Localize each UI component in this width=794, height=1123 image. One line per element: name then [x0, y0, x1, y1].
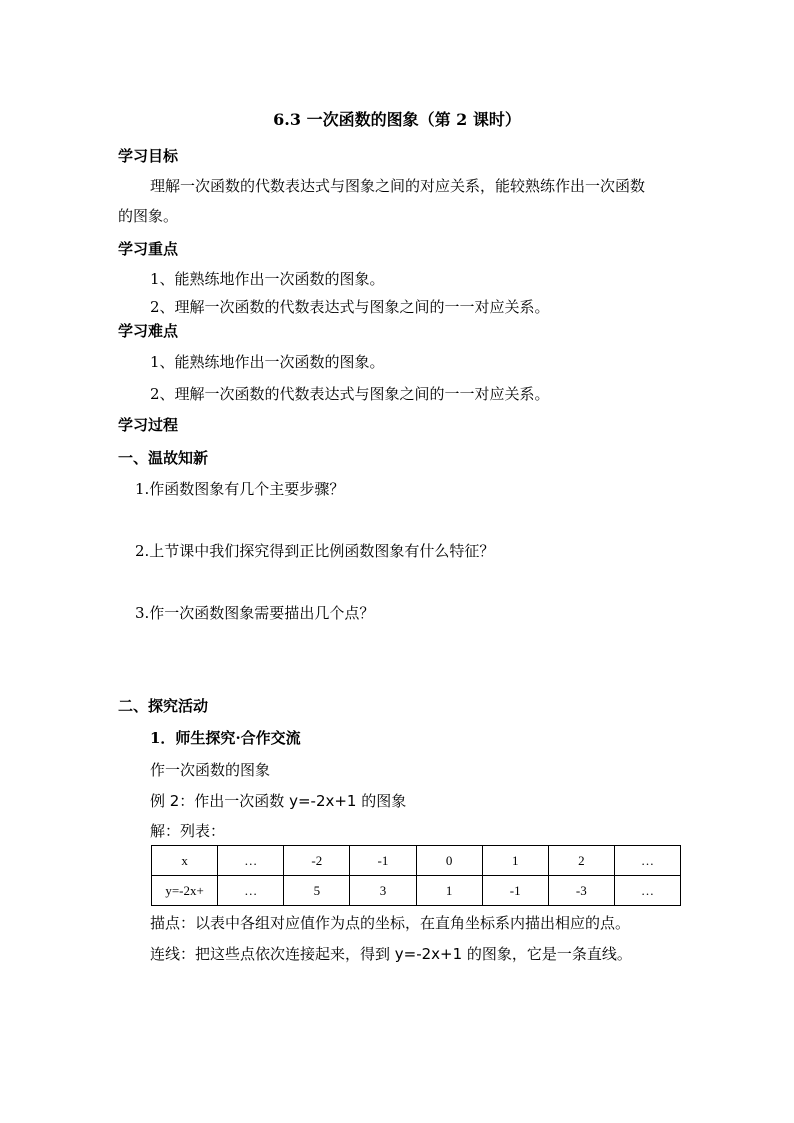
- table-row-y: [152, 876, 681, 906]
- table-cell: …: [218, 846, 284, 876]
- table-cell: …: [614, 846, 680, 876]
- example-statement: 例 2：作出一次函数 y=-2x+1 的图象: [150, 792, 407, 810]
- review-heading: 一、温故知新: [118, 449, 209, 467]
- connect-step: 连线：把这些点依次连接起来，得到 y=-2x+1 的图象，它是一条直线。: [150, 945, 632, 963]
- difficulties-heading: 学习难点: [118, 322, 179, 340]
- key-point-item-1: 1、能熟练地作出一次函数的图象。: [150, 270, 385, 288]
- explore-subheading: 1．师生探究·合作交流: [150, 729, 301, 747]
- table-cell: 5: [284, 876, 350, 906]
- solution-label: 解：列表：: [150, 822, 226, 840]
- explore-heading: 二、探究活动: [118, 697, 209, 715]
- explore-intro: 作一次函数的图象: [150, 761, 271, 779]
- table-cell: 1: [482, 846, 548, 876]
- table-cell: …: [218, 876, 284, 906]
- table-cell: x: [152, 846, 218, 876]
- plot-step: 描点：以表中各组对应值作为点的坐标，在直角坐标系内描出相应的点。: [150, 914, 631, 932]
- key-points-heading: 学习重点: [118, 240, 179, 258]
- table-cell: 3: [350, 876, 416, 906]
- table-cell: -1: [350, 846, 416, 876]
- difficulty-item-1: 1、能熟练地作出一次函数的图象。: [150, 353, 385, 371]
- table-cell: -2: [284, 846, 350, 876]
- table-row-x: [152, 846, 681, 876]
- process-heading: 学习过程: [118, 416, 179, 434]
- page-title: 6.3 一次函数的图象（第 2 课时）: [273, 110, 521, 129]
- table-cell: 2: [548, 846, 614, 876]
- table-cell: 0: [416, 846, 482, 876]
- value-table: [151, 845, 681, 906]
- table-cell: -3: [548, 876, 614, 906]
- review-question-1: 1.作函数图象有几个主要步骤？: [135, 480, 345, 498]
- review-question-3: 3.作一次函数图象需要描出几个点？: [135, 604, 375, 622]
- table-cell: …: [614, 876, 680, 906]
- table-cell: y=-2x+: [152, 876, 218, 906]
- key-point-item-2: 2、理解一次函数的代数表达式与图象之间的一一对应关系。: [150, 298, 550, 316]
- objectives-heading: 学习目标: [118, 147, 179, 165]
- table-cell: 1: [416, 876, 482, 906]
- review-question-2: 2.上节课中我们探究得到正比例函数图象有什么特征？: [135, 542, 495, 560]
- table-cell: -1: [482, 876, 548, 906]
- difficulty-item-2: 2、理解一次函数的代数表达式与图象之间的一一对应关系。: [150, 385, 550, 403]
- objectives-text-line2: 的图象。: [118, 207, 179, 225]
- objectives-text-line1: 理解一次函数的代数表达式与图象之间的对应关系，能较熟练作出一次函数: [150, 177, 646, 195]
